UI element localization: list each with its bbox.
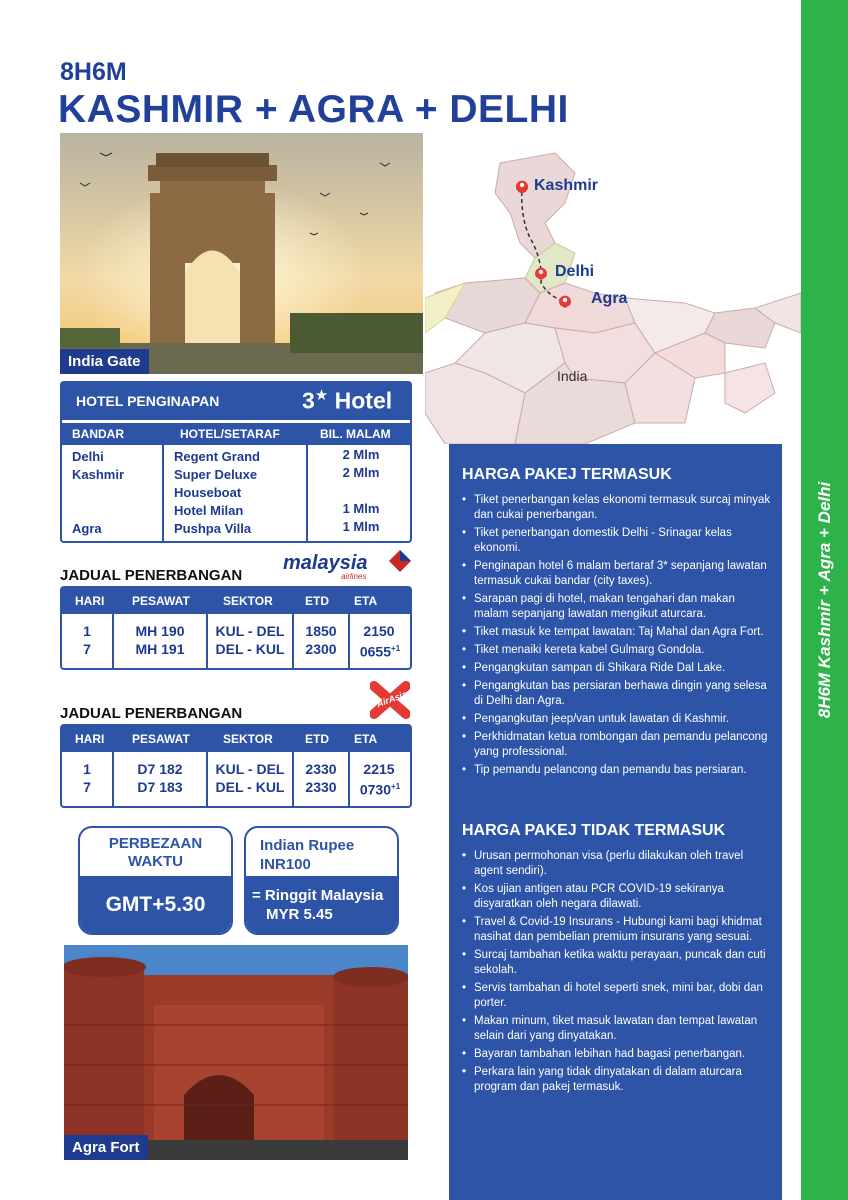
sidebar-caption: 8H6M Kashmir + Agra + Delhi xyxy=(814,481,834,719)
list-item: • Penginapan hotel 6 malam bertaraf 3* sepanjang lawatan termasuk cukai bandar (city taxes). xyxy=(460,559,772,589)
list-item: • Pengangkutan jeep/van untuk lawatan di Kashmir. xyxy=(460,712,772,727)
table-cell: Kashmir xyxy=(72,467,125,482)
divider xyxy=(162,423,164,541)
star-icon: ★ xyxy=(314,387,329,404)
list-item: • Servis tambahan di hotel seperti snek, mini bar, dobi dan porter. xyxy=(460,981,772,1011)
included-list xyxy=(460,493,772,781)
list-item: • Bayaran tambahan lebihan had bagasi penerbangan. xyxy=(460,1047,772,1062)
flight-table-d7-header: HARI PESAWAT SEKTOR ETD ETA xyxy=(62,726,410,752)
agra-fort-photo xyxy=(64,945,408,1160)
col-hotel: HOTEL/SETARAF xyxy=(180,427,280,441)
table-row: 1 D7 182 KUL - DEL 2330 2215 xyxy=(83,761,395,777)
agra-fort-caption: Agra Fort xyxy=(64,1135,148,1160)
table-row: 1 MH 190 KUL - DEL 1850 2150 xyxy=(83,623,395,639)
currency-myr: = Ringgit Malaysia MYR 5.45 xyxy=(252,887,384,923)
hotel-name-column xyxy=(174,448,304,538)
malaysia-airlines-logo: malaysia airlines xyxy=(283,550,413,580)
list-item: • Pengangkutan sampan di Shikara Ride Dal Lake. xyxy=(460,661,772,676)
list-item: • Perkhidmatan ketua rombongan dan pemandu pelancong yang professional. xyxy=(460,730,772,760)
table-cell: 1 Mlm xyxy=(342,519,380,534)
india-gate-illustration xyxy=(60,133,423,374)
flight-schedule-heading-d7: JADUAL PENERBANGAN xyxy=(60,705,243,722)
india-gate-photo xyxy=(60,133,423,374)
table-cell: Houseboat xyxy=(174,485,242,500)
flight-table-mh-header: HARI PESAWAT SEKTOR ETD ETA xyxy=(62,588,410,614)
list-item: • Sarapan pagi di hotel, makan tengahari dan makan malam sepanjang lawatan mengikut aturcara. xyxy=(460,592,772,622)
list-item: • Kos ujian antigen atau PCR COVID-19 sekiranya disyaratkan oleh negara dilawati. xyxy=(460,882,772,912)
col-bandar: BANDAR xyxy=(72,427,124,441)
table-row: 7 D7 183 DEL - KUL 2330 $0730^{+1}$ xyxy=(83,779,401,798)
list-item: • Tiket masuk ke tempat lawatan: Taj Mahal dan Agra Fort. xyxy=(460,625,772,640)
table-cell xyxy=(316,482,406,500)
table-cell: Hotel Milan xyxy=(174,503,244,518)
list-item: • Tiket penerbangan domestik Delhi - Srinagar kelas ekonomi. xyxy=(460,526,772,556)
list-item: • Travel & Covid-19 Insurans - Hubungi kami bagi khidmat nasihat dan pembelian premium insurans yang sesuai. xyxy=(460,915,772,945)
list-item: • Pengangkutan bas persiaran berhawa dingin yang selesa di Delhi dan Agra. xyxy=(460,679,772,709)
divider xyxy=(306,423,308,541)
col-nights: BIL. MALAM xyxy=(320,427,391,441)
excluded-heading: HARGA PAKEJ TIDAK TERMASUK xyxy=(462,822,726,839)
list-item: • Makan minum, tiket masuk lawatan dan tempat lawatan selain dari yang dinyatakan. xyxy=(460,1014,772,1044)
table-cell xyxy=(72,502,160,520)
airasia-logo: AirAsia xyxy=(370,680,410,720)
currency-inr: Indian Rupee INR100 xyxy=(260,837,355,873)
table-row: 7 MH 191 DEL - KUL 2300 $0655^{+1}$ xyxy=(83,641,401,660)
list-item: • Tiket menaiki kereta kabel Gulmarg Gondola. xyxy=(460,643,772,658)
hotel-nights-column xyxy=(316,446,406,536)
list-item: • Surcaj tambahan ketika waktu perayaan, puncak dan cuti sekolah. xyxy=(460,948,772,978)
duration-label: 8H6M xyxy=(60,58,127,86)
table-cell: 1 Mlm xyxy=(342,501,380,516)
agra-fort-illustration xyxy=(64,945,408,1160)
table-cell: Delhi xyxy=(72,449,104,464)
map-label-kashmir: Kashmir xyxy=(534,177,599,194)
kite-icon xyxy=(387,550,413,572)
india-gate-caption: India Gate xyxy=(60,349,149,374)
list-item: • Perkara lain yang tidak dinyatakan di dalam aturcara program dan pakej termasuk. xyxy=(460,1065,772,1095)
included-heading: HARGA PAKEJ TERMASUK xyxy=(462,466,672,483)
list-item: • Tip pemandu pelancong dan pemandu bas persiaran. xyxy=(460,763,772,778)
map-label-india: India xyxy=(557,368,588,384)
list-item: • Urusan permohonan visa (perlu dilakukan oleh travel agent sendiri). xyxy=(460,849,772,879)
list-item: • Tiket penerbangan kelas ekonomi termasuk surcaj minyak dan cukai penerbangan. xyxy=(460,493,772,523)
table-cell: Super Deluxe xyxy=(174,467,258,482)
table-cell: 2 Mlm xyxy=(342,465,380,480)
table-cell: 2 Mlm xyxy=(342,447,380,462)
hotel-columns xyxy=(62,423,410,445)
hotel-city-column xyxy=(72,448,160,538)
hotel-heading: HOTEL PENGINAPAN xyxy=(76,393,220,409)
india-map-illustration xyxy=(425,133,801,444)
map-label-delhi: Delhi xyxy=(555,263,595,280)
table-cell: Pushpa Villa xyxy=(174,521,252,536)
time-difference-value: GMT+5.30 xyxy=(105,893,206,916)
table-cell: Regent Grand xyxy=(174,449,260,464)
table-cell xyxy=(72,484,160,502)
flight-schedule-heading-mh: JADUAL PENERBANGAN xyxy=(60,567,243,584)
route-map xyxy=(425,133,801,444)
page-title: KASHMIR + AGRA + DELHI xyxy=(58,88,569,131)
table-cell: Agra xyxy=(72,521,102,536)
map-label-agra: Agra xyxy=(591,290,628,307)
time-difference-label: PERBEZAAN WAKTU xyxy=(108,835,203,870)
hotel-star-rating: 3★ Hotel xyxy=(302,387,393,414)
excluded-list xyxy=(460,849,772,1098)
